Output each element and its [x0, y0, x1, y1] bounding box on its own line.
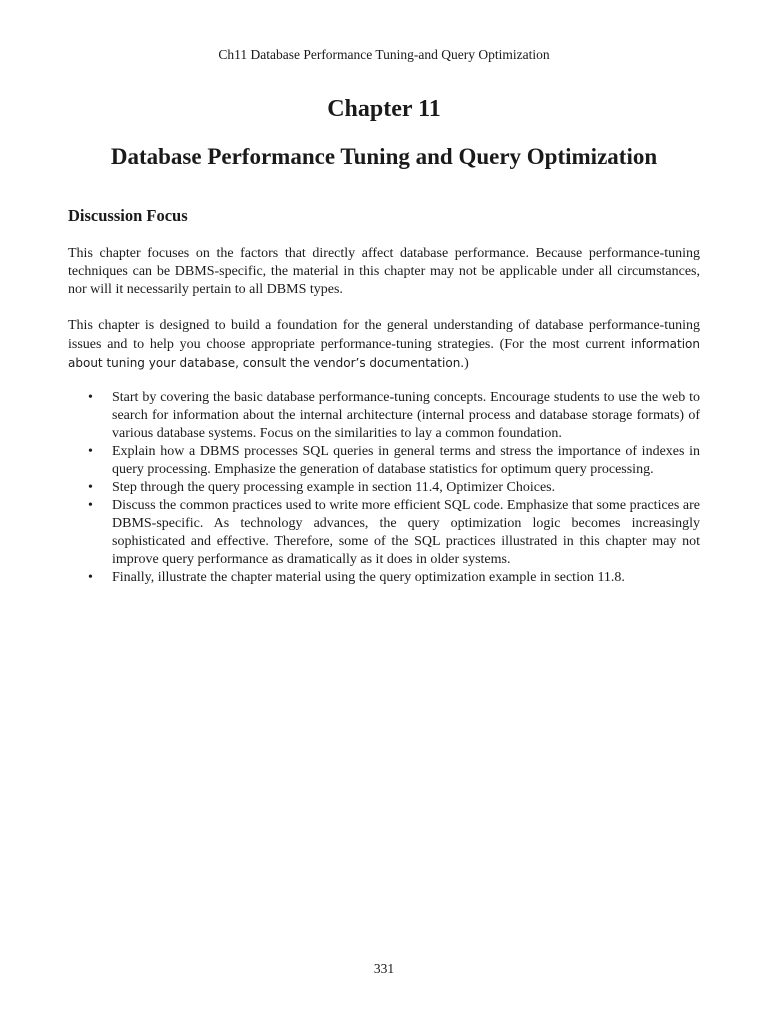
page-number: 331 — [373, 961, 395, 976]
list-item-text: Step through the query processing example in section 11.4, Optimizer Choices. — [112, 480, 556, 495]
vendor-note: information about tuning your database, consult the vendor’s documentation. — [68, 337, 700, 370]
bullet-icon: • — [88, 390, 93, 405]
discussion-bullet-list — [68, 389, 700, 587]
running-header: Ch11 Database Performance Tuning-and Query Optimization — [218, 47, 550, 62]
paragraph-foundation-text: This chapter is designed to build a foundation for the general understanding of database performance-tuning issues and to help you choose appropriate performance-tuning strategies. (For the most current — [68, 318, 700, 352]
paragraph-foundation-tail: ) — [464, 356, 469, 371]
chapter-title: Database Performance Tuning and Query Optimization — [110, 144, 658, 169]
list-item-text: Start by covering the basic database performance-tuning concepts. Encourage students to use the web to search for information about the internal architecture (internal process and database storage formats) of various database systems. Focus on the similarities to lay a common foundation. — [112, 390, 700, 441]
list-item-text: Discuss the common practices used to write more efficient SQL code. Emphasize that some practices are DBMS-specific. As technology advances, the query optimization logic becomes increasingly sophisticated and effective. Therefore, some of the SQL practices illustrated in this chapter may not improve query performance as dramatically as it does in older systems. — [112, 498, 700, 567]
list-item — [68, 479, 700, 497]
section-heading: Discussion Focus — [68, 206, 188, 225]
paragraph-intro-text: This chapter focuses on the factors that directly affect database performance. Because performance-tuning techniques can be DBMS-specific, the material in this chapter may not be applicable under all circumstances, nor will it necessarily pertain to all DBMS types. — [68, 246, 700, 297]
list-item-text: Finally, illustrate the chapter material using the query optimization example in section 11.8. — [112, 570, 625, 585]
paragraph-foundation — [68, 317, 700, 373]
bullet-icon: • — [88, 570, 93, 585]
paragraph-intro — [68, 245, 700, 299]
list-item — [68, 569, 700, 587]
list-item — [68, 389, 700, 443]
bullet-icon: • — [88, 480, 93, 495]
list-item-text: Explain how a DBMS processes SQL queries in general terms and stress the importance of indexes in query processing. Emphasize the generation of database statistics for optimum query processing. — [112, 444, 700, 477]
list-item — [68, 497, 700, 569]
list-item — [68, 443, 700, 479]
bullet-icon: • — [88, 444, 93, 459]
chapter-number: Chapter 11 — [327, 96, 441, 122]
bullet-icon: • — [88, 498, 93, 513]
